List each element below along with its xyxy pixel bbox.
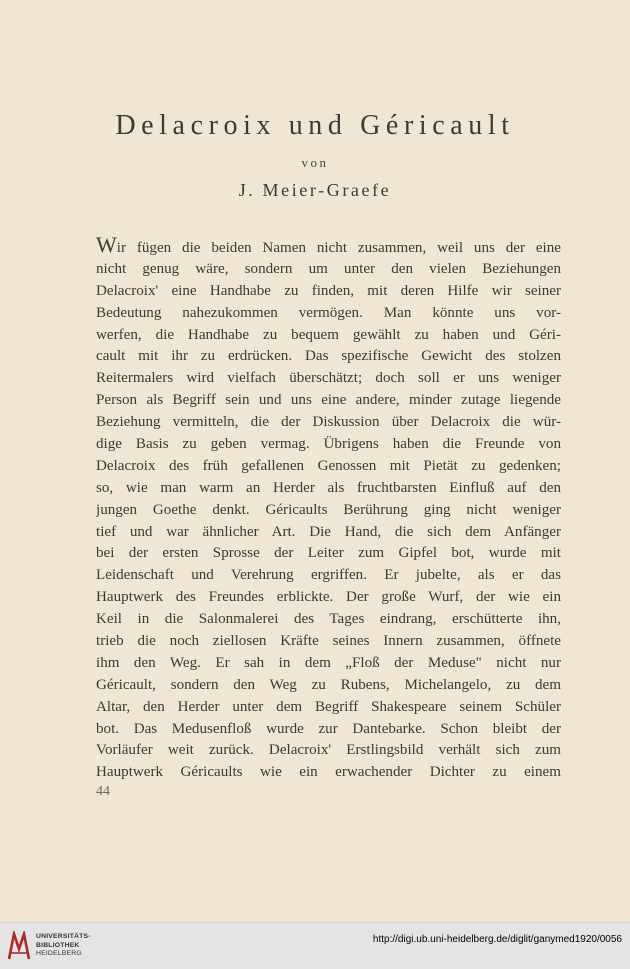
text-line: Vorläufer weit zurück. Delacroix' Erstlingsbild verhält sich zum xyxy=(96,742,561,759)
text-line: Géricault, sondern den Weg zu Rubens, Michelangelo, zu dem xyxy=(96,676,561,693)
page-number: 44 xyxy=(96,784,110,799)
text-line: Keil in die Salonmalerei des Tages eindrang, erschütterte ihn, xyxy=(96,611,561,628)
text-line: cault mit ihr zu erdrücken. Das spezifische Gewicht des stolzen xyxy=(96,348,561,365)
byline: von xyxy=(301,155,329,170)
text-line: Person als Begriff sein und uns eine andere, minder zutage liegende xyxy=(96,392,561,409)
text-line: dige Basis zu geben vermag. Übrigens haben die Freunde von xyxy=(96,436,561,453)
source-url[interactable]: http://digi.ub.uni-heidelberg.de/diglit/ganymed1920/0056 xyxy=(372,934,622,945)
text-line: nicht genug wäre, sondern um unter den vielen Beziehungen xyxy=(96,260,561,277)
article-title: Delacroix und Géricault xyxy=(115,110,515,141)
text-line: Delacroix des früh gefallenen Genossen mit Pietät zu gedenken; xyxy=(96,457,561,474)
library-name: UNIVERSITÄTS- BIBLIOTHEK HEIDELBERG xyxy=(36,933,91,958)
text-line: Beziehung vermitteln, die der Diskussion über Delacroix die wür- xyxy=(96,414,561,431)
body-text xyxy=(96,237,561,784)
text-line: Hauptwerk Géricaults wie ein erwachender Dichter zu einem xyxy=(96,764,561,781)
text-line: Wir fügen die beiden Namen nicht zusammen, weil uns der eine xyxy=(96,237,561,259)
text-line: Hauptwerk des Freundes erblickte. Der große Wurf, der wie ein xyxy=(96,589,561,606)
drop-cap: W xyxy=(96,237,117,257)
author-name: J. Meier-Graefe xyxy=(238,180,392,200)
text-line: bot. Das Medusenfloß wurde zur Dantebarke. Schon bleibt der xyxy=(96,720,561,737)
text-line: Altar, den Herder unter dem Begriff Shakespeare seinem Schüler xyxy=(96,698,561,715)
text-line: werfen, die Handhabe zu bequem gewählt zu haben und Géri- xyxy=(96,326,561,343)
text-line: ihm den Weg. Er sah in dem „Floß der Meduse" nicht nur xyxy=(96,654,561,671)
university-library-logo-icon xyxy=(7,931,31,961)
text-line: trieb die noch ziellosen Kräfte seines Innern zusammen, öffnete xyxy=(96,633,561,650)
text-line: tief und war ähnlicher Art. Die Hand, die sich dem Anfänger xyxy=(96,523,561,540)
text-line: Leidenschaft und Verehrung ergriffen. Er jubelte, als er das xyxy=(96,567,561,584)
text-line: jungen Goethe denkt. Géricaults Berührung ging nicht weniger xyxy=(96,501,561,518)
text-line: Bedeutung nahezukommen vermögen. Man könnte uns vor- xyxy=(96,304,561,321)
text-line: Delacroix' eine Handhabe zu finden, mit deren Hilfe wir seiner xyxy=(96,282,561,299)
footer-bar xyxy=(0,922,630,969)
text-line: Reitermalers wird vielfach überschätzt; doch soll er uns weniger xyxy=(96,370,561,387)
text-line: so, wie man warm an Herder als fruchtbarsten Einfluß auf den xyxy=(96,479,561,496)
text-line: bei der ersten Sprosse der Leiter zum Gipfel bot, wurde mit xyxy=(96,545,561,562)
